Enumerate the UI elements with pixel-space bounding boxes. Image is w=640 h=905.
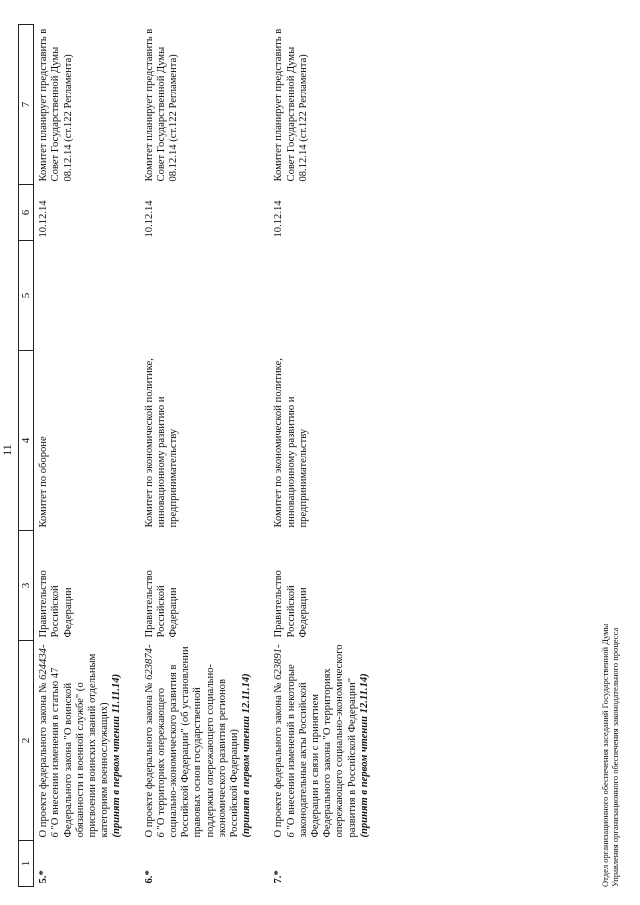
bill-cell [140,641,270,841]
row-number: 6.* [143,870,155,884]
column-header-6: 6 [19,185,34,241]
bill-description: "О территориях опережающего социально-экономического развития в Российской Федерации" (об установлении правовых основ государственной поддержки опережающего социально-экономического развития регионов Российской Федерации) [155,646,241,838]
row-number: 5.* [38,870,50,884]
plan-cell: Комитет планирует представить в Совет Государственной Думы 08.12.14 (ст.122 Регламента) [143,28,180,182]
column5-cell [269,241,387,351]
page-footer [600,624,620,887]
bill-description: "О внесении изменения в статью 47 Федерального закона "О воинской обязанности и военной службе" (о присвоении воинских званий отдельным категориям военнослужащих) [50,653,111,838]
bill-title-prefix: О проекте федерального закона № [38,679,50,838]
column5-cell [140,241,270,351]
bill-description: "О внесении изменений в некоторые законодательные акты Российской Федерации в связи с принятием Федерального закона "О территориях опережающего социально-экономического развития в Российской Федерации" [285,644,358,838]
bill-number: 623891-6 [273,644,297,838]
row-number: 7.* [273,870,285,884]
bill-status: (принят в первом чтении 12.11.14) [358,673,370,838]
column-header-1: 1 [19,841,34,887]
bill-cell [34,641,140,841]
plan-cell: Комитет планирует представить в Совет Государственной Думы 08.12.14 (ст.122 Регламента) [273,28,309,182]
initiator-cell: Правительство Российской Федерации [273,570,309,638]
date-cell: 10.12.14 [143,200,155,238]
footer-line-2: Управления организационного обеспечения законодательного процесса [610,627,620,887]
bills-table [18,24,387,887]
page-number: 11 [0,444,14,456]
bill-status: (принят в первом чтении 12.11.14) [241,673,253,838]
committee-cell: Комитет по обороне [38,436,50,528]
bill-number: 623874-6 [143,644,167,838]
column-header-2: 2 [19,641,34,841]
column-header-3: 3 [19,531,34,641]
column-header-7: 7 [19,25,34,185]
plan-cell: Комитет планирует представить в Совет Государственной Думы 08.12.14 (ст.122 Регламента) [38,28,74,182]
committee-cell: Комитет по экономической политике, инновационному развитию и предпринимательству [273,358,309,528]
bill-title-prefix: О проекте федерального закона № [273,679,285,838]
initiator-cell: Правительство Российской Федерации [143,570,180,638]
initiator-cell: Правительство Российской Федерации [38,570,74,638]
header-row [19,25,34,887]
bill-title-prefix: О проекте федерального закона № [143,679,155,838]
bill-status: (принят в первом чтении 11.11.14) [111,673,123,838]
column5-cell [34,241,140,351]
column-header-5: 5 [19,241,34,351]
table-row [269,25,387,887]
table-row [140,25,270,887]
table-row [34,25,140,887]
bill-number: 624434-6 [38,644,62,838]
date-cell: 10.12.14 [38,200,50,238]
column-header-4: 4 [19,351,34,531]
footer-line-1: Отдел организационного обеспечения заседаний Государственной Думы [600,623,610,887]
committee-cell: Комитет по экономической политике, инновационному развитию и предпринимательству [143,358,180,528]
date-cell: 10.12.14 [273,200,285,238]
bill-cell [269,641,387,841]
